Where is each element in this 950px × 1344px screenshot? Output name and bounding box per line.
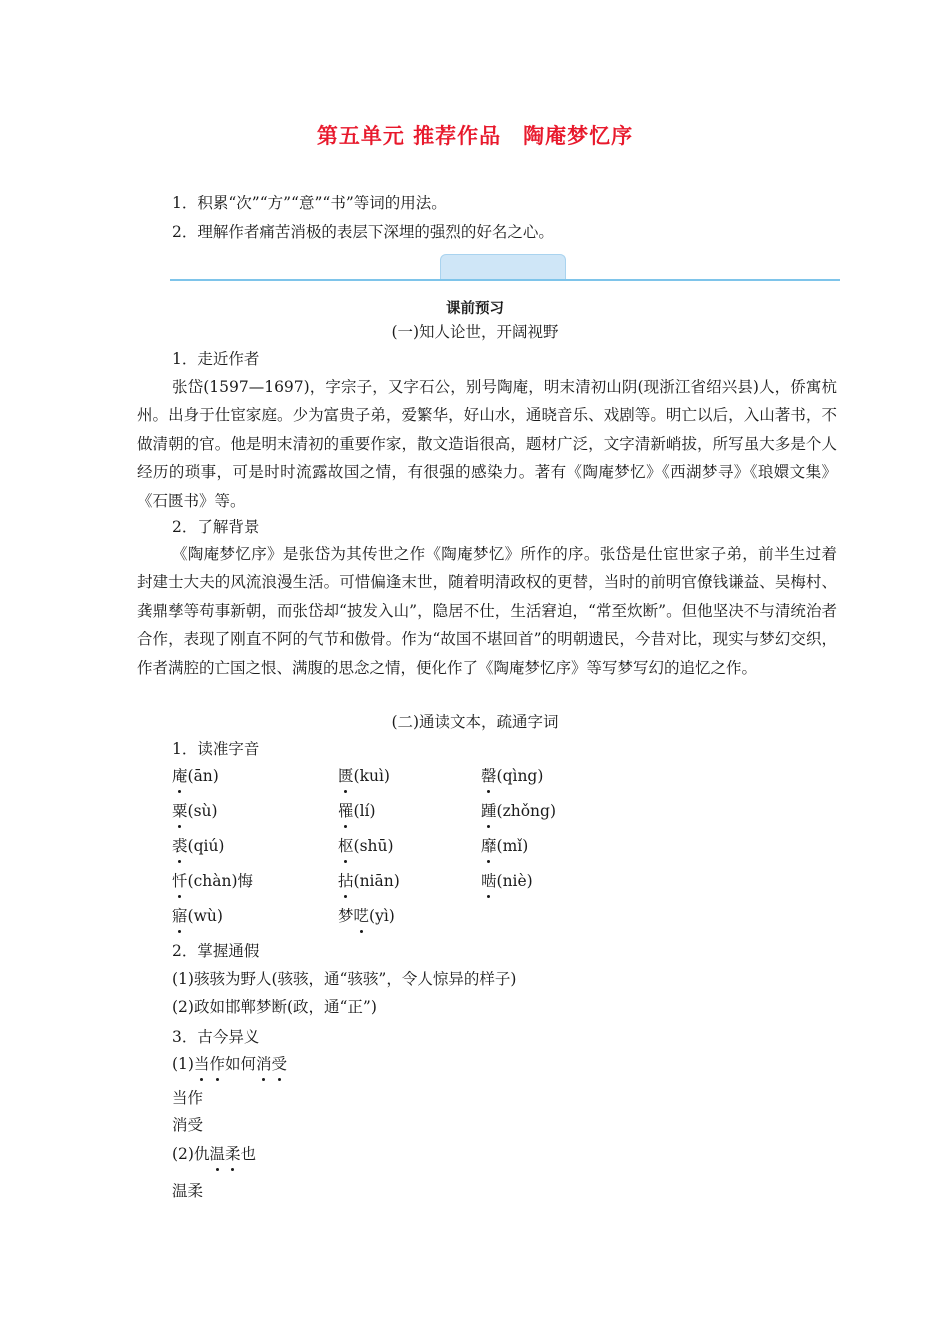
pron-item: 裘(qiú) bbox=[172, 837, 225, 855]
tongjia-item-2: (2)政如邯郸梦断(政，通“正”) bbox=[172, 998, 377, 1016]
gujin-item-2: (2)仇温柔也 bbox=[172, 1145, 257, 1163]
pron-item: 啮(niè) bbox=[481, 872, 533, 890]
author-label: 1．走近作者 bbox=[172, 350, 260, 368]
background-text: 《陶庵梦忆序》是张岱为其传世之作《陶庵梦忆》所作的序。张岱是仕宦世家子弟，前半生过着封建士大夫的风流浪漫生活。可惜偏逢末世，随着明清政权的更替，当时的前明官僚钱谦益、吴梅村、龚鼎孳等苟事新朝，而张岱却“披发入山”，隐居不仕，生活窘迫，“常至炊断”。但他坚决不与清统治者合作，表现了刚直不阿的气节和傲骨。作为“故国不堪回首”的明朝遗民，今昔对比，现实与梦幻交织，作者满腔的亡国之恨、满腹的思念之情，便化作了《陶庵梦忆序》等写梦写幻的追忆之作。 bbox=[137, 545, 837, 677]
page-title: 第五单元 推荐作品 陶庵梦忆序 bbox=[316, 124, 634, 148]
background-label: 2．了解背景 bbox=[172, 518, 260, 536]
author-text: 张岱(1597—1697)，字宗子，又字石公，别号陶庵，明末清初山阴(现浙江省绍兴县)人，侨寓杭州。出身于仕宦家庭。少为富贵子弟，爱繁华，好山水，通晓音乐、戏剧等。明亡以后，入山著书，不做清朝的官。他是明末清初的重要作家，散文造诣很高，题材广泛，文字清新峭拔，所写虽大多是个人经历的琐事，可是时时流露故国之情，有很强的感染力。著有《陶庵梦忆》《西湖梦寻》《琅嬛文集》《石匮书》等。 bbox=[137, 378, 837, 510]
background-paragraph bbox=[137, 540, 837, 682]
pron-item: 匮(kuì) bbox=[338, 767, 390, 785]
section-heading: 课前预习 bbox=[446, 301, 504, 317]
pron-item: 庵(ān) bbox=[172, 767, 219, 785]
pronunciation-label: 1．读准字音 bbox=[172, 740, 260, 758]
gujin-word: 当作 bbox=[172, 1089, 204, 1107]
part1-heading: (一)知人论世，开阔视野 bbox=[391, 323, 559, 341]
tongjia-label: 2．掌握通假 bbox=[172, 942, 260, 960]
pron-item: 靡(mǐ) bbox=[481, 837, 529, 855]
objective-1: 1．积累“次”“方”“意”“书”等词的用法。 bbox=[172, 194, 447, 212]
pron-item: 拈(niān) bbox=[338, 872, 400, 890]
pron-item: 罄(qìng) bbox=[481, 767, 544, 785]
pron-item: 枢(shū) bbox=[338, 837, 394, 855]
pron-item: 粟(sù) bbox=[172, 802, 218, 820]
pron-item: 寤(wù) bbox=[172, 907, 223, 925]
gujin-item-1: (1)当作如何消受 bbox=[172, 1055, 288, 1073]
section-tab bbox=[440, 254, 566, 280]
section-divider bbox=[170, 279, 840, 281]
gujin-word: 温柔 bbox=[172, 1182, 204, 1200]
pron-item: 梦呓(yì) bbox=[338, 907, 395, 925]
tongjia-item-1: (1)骇骇为野人(骇骇，通“骇骇”，令人惊异的样子) bbox=[172, 970, 517, 988]
gujin-label: 3．古今异义 bbox=[172, 1028, 260, 1046]
part2-heading: (二)通读文本，疏通字词 bbox=[391, 713, 559, 731]
author-paragraph bbox=[137, 373, 837, 515]
pron-item: 忏(chàn)悔 bbox=[172, 872, 254, 890]
pron-item: 踵(zhǒng) bbox=[481, 802, 556, 820]
pron-item: 罹(lí) bbox=[338, 802, 376, 820]
gujin-word: 消受 bbox=[172, 1116, 204, 1134]
objective-2: 2．理解作者痛苦消极的表层下深埋的强烈的好名之心。 bbox=[172, 223, 554, 241]
